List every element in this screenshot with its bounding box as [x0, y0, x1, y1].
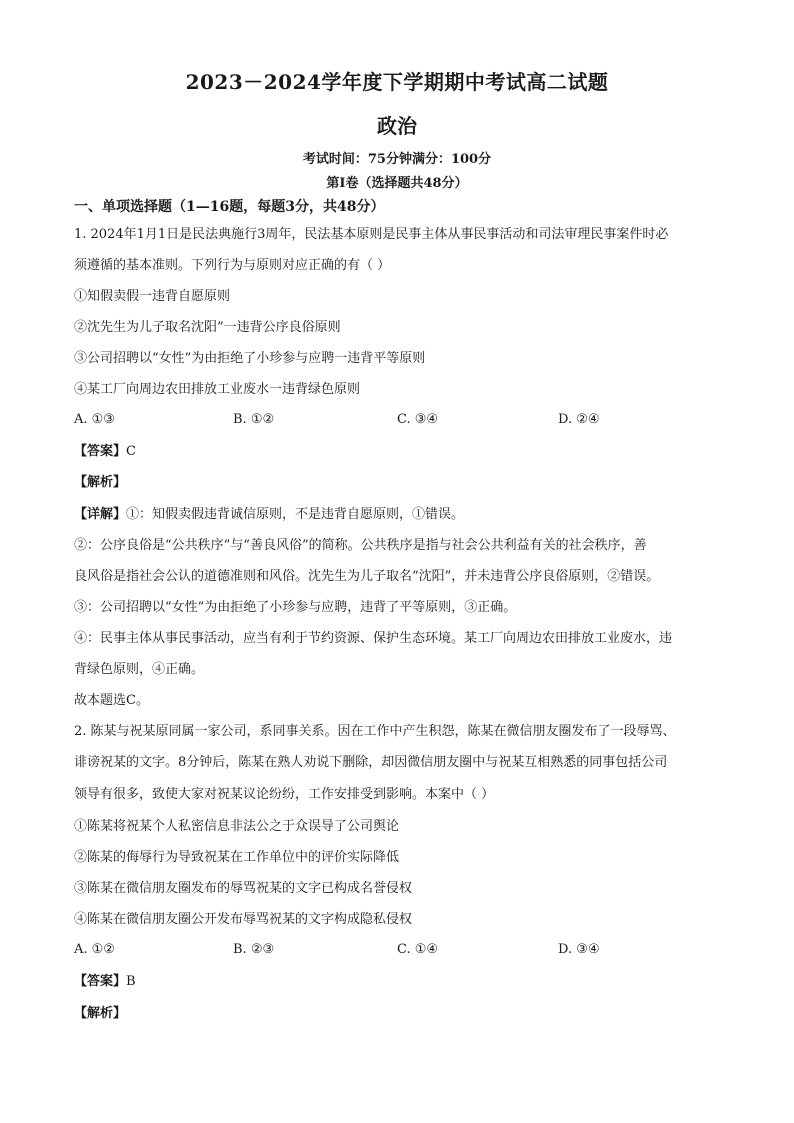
q1-stem-line: 1. 2024年1月1日是民法典施行3周年，民法基本原则是民事主体从事民事活动和司法审理民事案件时必	[74, 227, 669, 242]
q2-option-d: D. ③④	[558, 942, 600, 957]
exam-info: 考试时间：75分钟满分：100分	[302, 152, 492, 167]
q1-detail-line: ②：公序良俗是“公共秩序”与“善良风俗”的简称。公共秩序是指与社会公共利益有关的社会秩序，善	[74, 538, 647, 553]
volume-heading: 第Ⅰ卷（选择题共48分）	[326, 176, 468, 191]
q2-option-a: A. ①②	[74, 942, 115, 957]
q1-option-a: A. ①③	[74, 412, 115, 427]
exam-title: 2023－2024学年度下学期期中考试高二试题	[185, 70, 609, 94]
q1-answer	[74, 443, 724, 461]
q1-option-c: C. ③④	[397, 412, 439, 427]
q2-option-b: B. ②③	[233, 942, 275, 957]
q1-detail-line	[74, 506, 724, 524]
q2-answer	[74, 973, 724, 991]
q2-stem-line: 2. 陈某与祝某原同属一家公司，系同事关系。因在工作中产生积怨，陈某在微信朋友圈发布了一段辱骂、	[74, 724, 676, 739]
q2-statement: ③陈某在微信朋友圈发布的辱骂祝某的文字已构成名誉侵权	[74, 881, 413, 896]
q1-detail-line: 背绿色原则，④正确。	[74, 662, 205, 677]
answer-tag: 【答案】	[74, 974, 127, 989]
q1-statement: ④某工厂向周边农田排放工业废水一违背绿色原则	[74, 382, 361, 397]
q1-option-b: B. ①②	[233, 412, 275, 427]
answer-value: C	[126, 444, 136, 459]
q1-option-d: D. ②④	[558, 412, 600, 427]
q1-detail-line: ③：公司招聘以“女性”为由拒绝了小珍参与应聘，违背了平等原则，③正确。	[74, 600, 517, 615]
q1-options	[74, 412, 724, 430]
q1-analysis-tag: 【解析】	[74, 475, 127, 490]
q2-analysis-tag: 【解析】	[74, 1006, 127, 1021]
q1-statement: ②沈先生为儿子取名沈阳”一违背公序良俗原则	[74, 320, 341, 335]
q1-statement: ①知假卖假一违背自愿原则	[74, 289, 231, 304]
q1-statement: ③公司招聘以“女性”为由拒绝了小珍参与应聘一违背平等原则	[74, 351, 426, 366]
q1-conclusion: 故本题选C。	[74, 693, 149, 708]
q1-detail-line: ④：民事主体从事民事活动，应当有利于节约资源、保护生态环境。某工厂向周边农田排放工业废水，违	[74, 631, 673, 646]
subject-title: 政治	[377, 114, 417, 138]
q2-options	[74, 942, 724, 960]
q2-statement: ②陈某的侮辱行为导致祝某在工作单位中的评价实际降低	[74, 850, 400, 865]
section-heading: 一、单项选择题（1—16题，每题3分，共48分）	[74, 199, 385, 215]
answer-tag: 【答案】	[74, 444, 127, 459]
q2-statement: ①陈某将祝某个人私密信息非法公之于众误导了公司舆论	[74, 819, 400, 834]
detail-text: ①：知假卖假违背诚信原则，不是违背自愿原则，①错误。	[126, 507, 465, 522]
q2-stem-line: 领导有很多，致使大家对祝某议论纷纷，工作安排受到影响。本案中（ ）	[74, 787, 495, 802]
q1-stem-line: 须遵循的基本准则。下列行为与原则对应正确的有（ ）	[74, 258, 391, 273]
q1-detail-line: 良风俗是指社会公认的道德准则和风俗。沈先生为儿子取名“沈阳”，并未违背公序良俗原则，②错误。	[74, 569, 660, 584]
detail-tag: 【详解】	[74, 507, 127, 522]
q2-stem-line: 诽谤祝某的文字。8分钟后，陈某在熟人劝说下删除，却因微信朋友圈中与祝某互相熟悉的同事包括公司	[74, 755, 668, 770]
answer-value: B	[126, 974, 136, 989]
q2-statement: ④陈某在微信朋友圈公开发布辱骂祝某的文字构成隐私侵权	[74, 912, 413, 927]
q2-option-c: C. ①④	[397, 942, 439, 957]
